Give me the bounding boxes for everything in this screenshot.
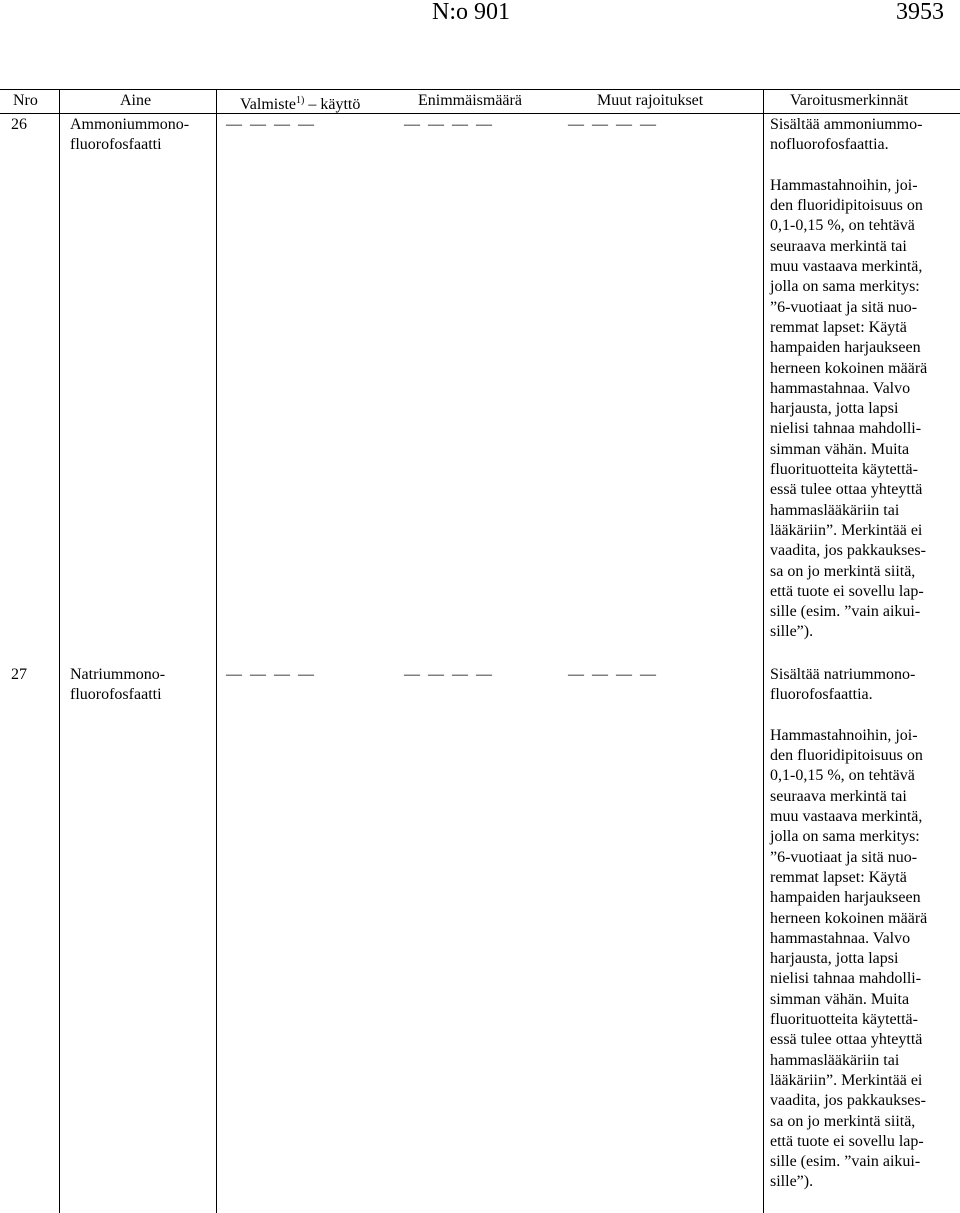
warning-body-line: lääkäriin”. Merkintää ei (770, 1071, 923, 1089)
page-number-label: N:o 901 (432, 0, 510, 25)
substance-name (70, 115, 210, 155)
warning-intro-line: nofluorofosfaattia. (770, 136, 889, 154)
header-valmiste-label: Valmiste (240, 96, 296, 113)
warning-body-line: sille”). (770, 1173, 814, 1191)
warning-body-line: sille”). (770, 623, 814, 641)
header-valmiste-footnote: 1) (296, 95, 305, 106)
column-divider (763, 89, 764, 1213)
warning-body-line: nielisi tahnaa mahdolli- (770, 420, 922, 438)
substance-name-line: fluorofosfaatti (70, 686, 162, 703)
warning-text (770, 115, 958, 643)
warning-body-line: että tuote ei sovellu lap- (770, 582, 924, 600)
warning-body-line: harjausta, jotta lapsi (770, 950, 899, 968)
header-varoitusmerkinnat: Varoitusmerkinnät (790, 92, 909, 109)
paragraph-gap (770, 156, 958, 176)
valmiste-dash: — — — — (226, 116, 316, 133)
warning-body-line: Hammastahnoihin, joi- (770, 726, 918, 744)
warning-body-line: hampaiden harjaukseen (770, 339, 921, 357)
paragraph-gap (770, 706, 958, 726)
warning-body-line: simman vähän. Muita (770, 990, 910, 1008)
row-number: 26 (11, 116, 27, 133)
substance-name-line: Natriummono- (70, 666, 166, 683)
warning-body-line: jolla on sama merkitys: (770, 278, 920, 296)
header-valmiste (240, 91, 360, 115)
warning-body-line: nielisi tahnaa mahdolli- (770, 970, 922, 988)
substance-name-line: fluorofosfaatti (70, 136, 162, 153)
warning-body-line: herneen kokoinen määrä (770, 909, 928, 927)
warning-body-line: essä tulee ottaa yhteyttä (770, 481, 923, 499)
warning-body-line: den fluoridipitoisuus on (770, 197, 923, 215)
warning-body-line: sa on jo merkintä siitä, (770, 1112, 916, 1130)
enimmaismaara-dash: — — — — (404, 116, 494, 133)
muut-rajoitukset-dash: — — — — (568, 666, 658, 683)
table-top-rule (0, 89, 960, 90)
warning-body-line: hammaslääkäriin tai (770, 501, 900, 519)
warning-body-line: herneen kokoinen määrä (770, 359, 928, 377)
row-number: 27 (11, 666, 27, 683)
warning-body-line: hammastahnaa. Valvo (770, 929, 911, 947)
warning-intro-line: Sisältää natriummono- (770, 666, 916, 683)
warning-body-line: hammastahnaa. Valvo (770, 379, 911, 397)
header-nro: Nro (13, 92, 38, 109)
column-divider (216, 89, 217, 1213)
warning-body-line: Hammastahnoihin, joi- (770, 176, 918, 194)
header-enimmaismaara: Enimmäismäärä (418, 92, 522, 109)
warning-body-line: 0,1-0,15 %, on tehtävä (770, 767, 915, 785)
valmiste-dash: — — — — (226, 666, 316, 683)
warning-body-line: essä tulee ottaa yhteyttä (770, 1031, 923, 1049)
warning-body-line: remmat lapset: Käytä (770, 868, 907, 886)
warning-body-line: hammaslääkäriin tai (770, 1051, 900, 1069)
warning-body-line: muu vastaava merkintä, (770, 258, 923, 276)
warning-body-line: lääkäriin”. Merkintää ei (770, 521, 923, 539)
warning-body-line: harjausta, jotta lapsi (770, 400, 899, 418)
warning-body-line: fluorituotteita käytettä- (770, 461, 918, 479)
warning-body-line: jolla on sama merkitys: (770, 828, 920, 846)
warning-body-line: sa on jo merkintä siitä, (770, 562, 916, 580)
warning-body-line: den fluoridipitoisuus on (770, 747, 923, 765)
substance-name (70, 665, 210, 705)
warning-text (770, 665, 958, 1193)
warning-body-line: muu vastaava merkintä, (770, 808, 923, 826)
warning-intro-line: fluorofosfaattia. (770, 686, 873, 704)
warning-body-line: ”6-vuotiaat ja sitä nuo- (770, 848, 918, 866)
warning-body-line: vaadita, jos pakkaukses- (770, 542, 926, 560)
header-aine: Aine (120, 92, 152, 109)
warning-body-line: vaadita, jos pakkaukses- (770, 1092, 926, 1110)
warning-body-line: simman vähän. Muita (770, 440, 910, 458)
enimmaismaara-dash: — — — — (404, 666, 494, 683)
warning-body-line: 0,1-0,15 %, on tehtävä (770, 217, 915, 235)
warning-body-line: sille (esim. ”vain aikui- (770, 603, 921, 621)
warning-intro-line: Sisältää ammoniummo- (770, 116, 923, 133)
warning-body-line: fluorituotteita käytettä- (770, 1011, 918, 1029)
warning-body-line: ”6-vuotiaat ja sitä nuo- (770, 298, 918, 316)
warning-body-line: hampaiden harjaukseen (770, 889, 921, 907)
warning-body-line: remmat lapset: Käytä (770, 318, 907, 336)
column-divider (59, 89, 60, 1213)
warning-body-line: sille (esim. ”vain aikui- (770, 1153, 921, 1171)
warning-body-line: että tuote ei sovellu lap- (770, 1132, 924, 1150)
header-muut-rajoitukset: Muut rajoitukset (597, 92, 704, 109)
warning-body-line: seuraava merkintä tai (770, 787, 907, 805)
warning-body-line: seuraava merkintä tai (770, 237, 907, 255)
substance-name-line: Ammoniummono- (70, 116, 190, 133)
table-header-rule (0, 113, 960, 114)
page-number: 3953 (896, 0, 944, 25)
header-valmiste-rest: – käyttö (308, 96, 361, 113)
muut-rajoitukset-dash: — — — — (568, 116, 658, 133)
